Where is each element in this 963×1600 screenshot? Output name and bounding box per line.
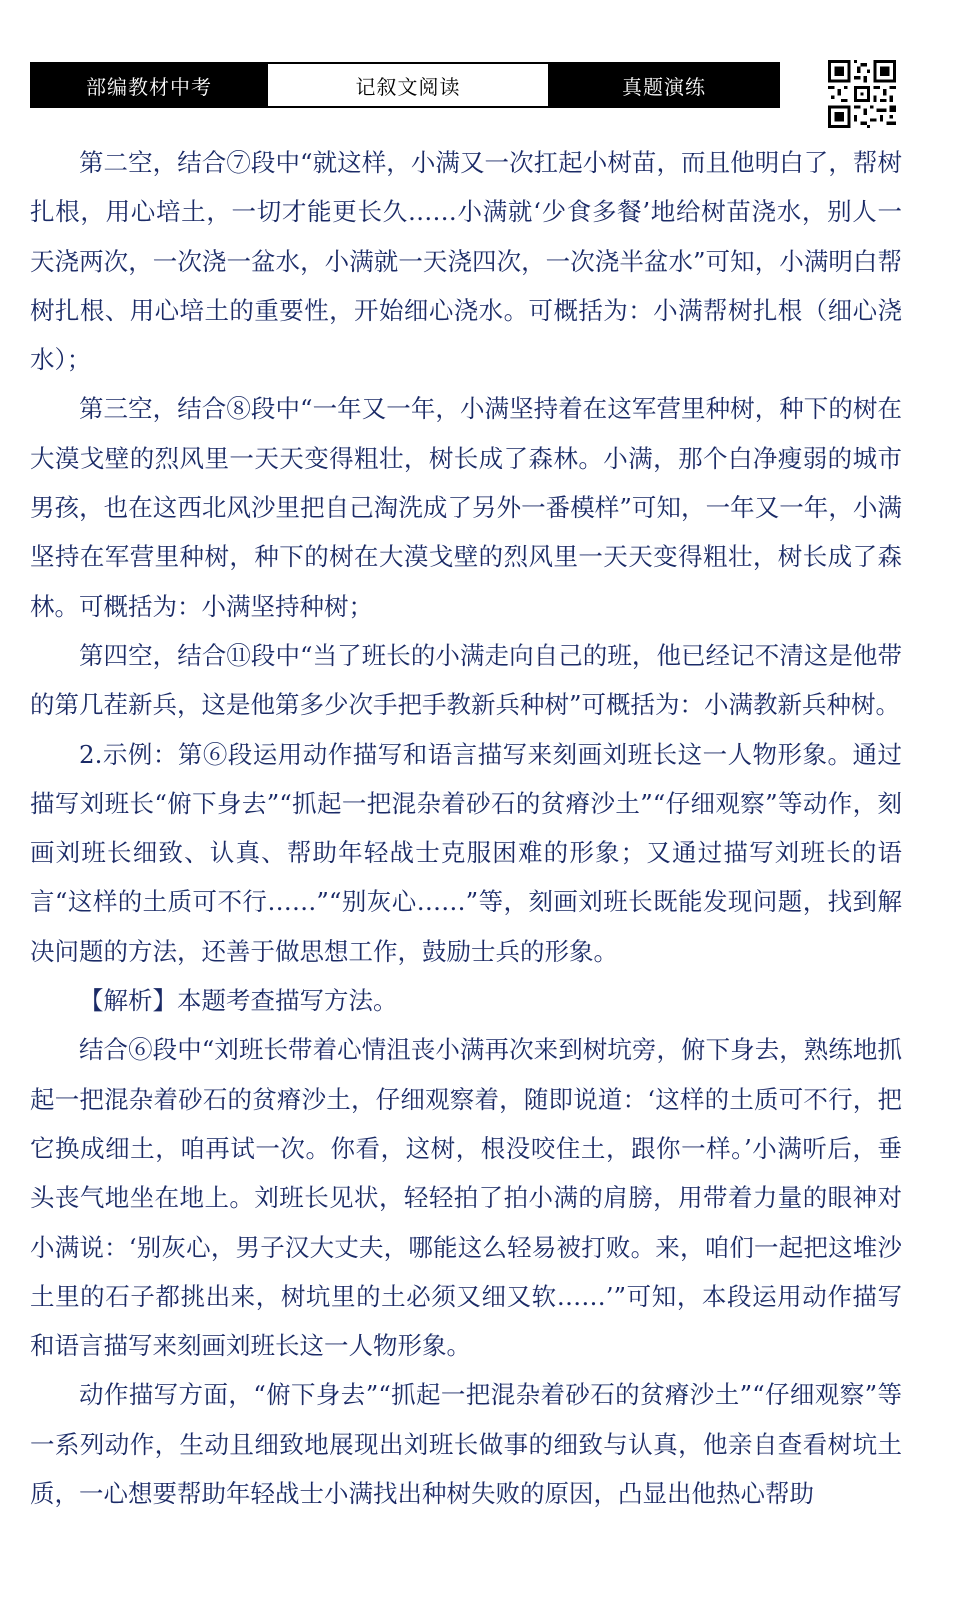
header-bar [30, 62, 780, 108]
paragraph-blank-3: 第三空，结合⑧段中“一年又一年，小满坚持着在这军营里种树，种下的树在大漠戈壁的烈风里一天天变得粗壮，树长成了森林。小满，那个白净瘦弱的城市男孩，也在这西北风沙里把自己淘洗成了另外一番模样”可知，一年又一年，小满坚持在军营里种树，种下的树在大漠戈壁的烈风里一天天变得粗壮，树长成了森林。可概括为：小满坚持种树； [30, 394, 902, 621]
header-tab-textbook: 部编教材中考 [32, 64, 266, 106]
qr-code-icon[interactable] [828, 60, 896, 128]
paragraph-blank-2: 第二空，结合⑦段中“就这样，小满又一次扛起小树苗，而且他明白了，帮树扎根，用心培土，一切才能更长久……小满就‘少食多餐’地给树苗浇水，别人一天浇两次，一次浇一盆水，小满就一天浇四次，一次浇半盆水”可知，小满明白帮树扎根、用心培土的重要性，开始细心浇水。可概括为：小满帮树扎根（细心浇水）； [30, 148, 902, 375]
answer-body [30, 138, 902, 1518]
paragraph-blank-4: 第四空，结合⑪段中“当了班长的小满走向自己的班，他已经记不清这是他带的第几茬新兵，这是他第多少次手把手教新兵种树”可概括为：小满教新兵种树。 [30, 640, 902, 720]
paragraph-action-description: 动作描写方面，“俯下身去”“抓起一把混杂着砂石的贫瘠沙土”“仔细观察”等一系列动作，生动且细致地展现出刘班长做事的细致与认真，他亲自查看树坑土质，一心想要帮助年轻战士小满找出种树失败的原因，凸显出他热心帮助 [30, 1380, 902, 1509]
header-tab-topic: 记叙文阅读 [266, 64, 550, 106]
paragraph-analysis-heading: 【解析】本题考查描写方法。 [79, 986, 398, 1016]
header-tab-practice: 真题演练 [550, 64, 778, 106]
paragraph-question-2-example: 2.示例：第⑥段运用动作描写和语言描写来刻画刘班长这一人物形象。通过描写刘班长“俯下身去”“抓起一把混杂着砂石的贫瘠沙土”“仔细观察”等动作，刻画刘班长细致、认真、帮助年轻战士克服困难的形象；又通过描写刘班长的语言“这样的土质可不行……”“别灰心……”等，刻画刘班长既能发现问题，找到解决问题的方法，还善于做思想工作，鼓励士兵的形象。 [30, 739, 902, 966]
paragraph-analysis-quote: 结合⑥段中“刘班长带着心情沮丧小满再次来到树坑旁，俯下身去，熟练地抓起一把混杂着砂石的贫瘠沙土，仔细观察着，随即说道：‘这样的土质可不行，把它换成细土，咱再试一次。你看，这树，根没咬住土，跟你一样。’小满听后，垂头丧气地坐在地上。刘班长见状，轻轻拍了拍小满的肩膀，用带着力量的眼神对小满说：‘别灰心，男子汉大丈夫，哪能这么轻易被打败。来，咱们一起把这堆沙土里的石子都挑出来，树坑里的土必须又细又软……’”可知，本段运用动作描写和语言描写来刻画刘班长这一人物形象。 [30, 1035, 902, 1361]
